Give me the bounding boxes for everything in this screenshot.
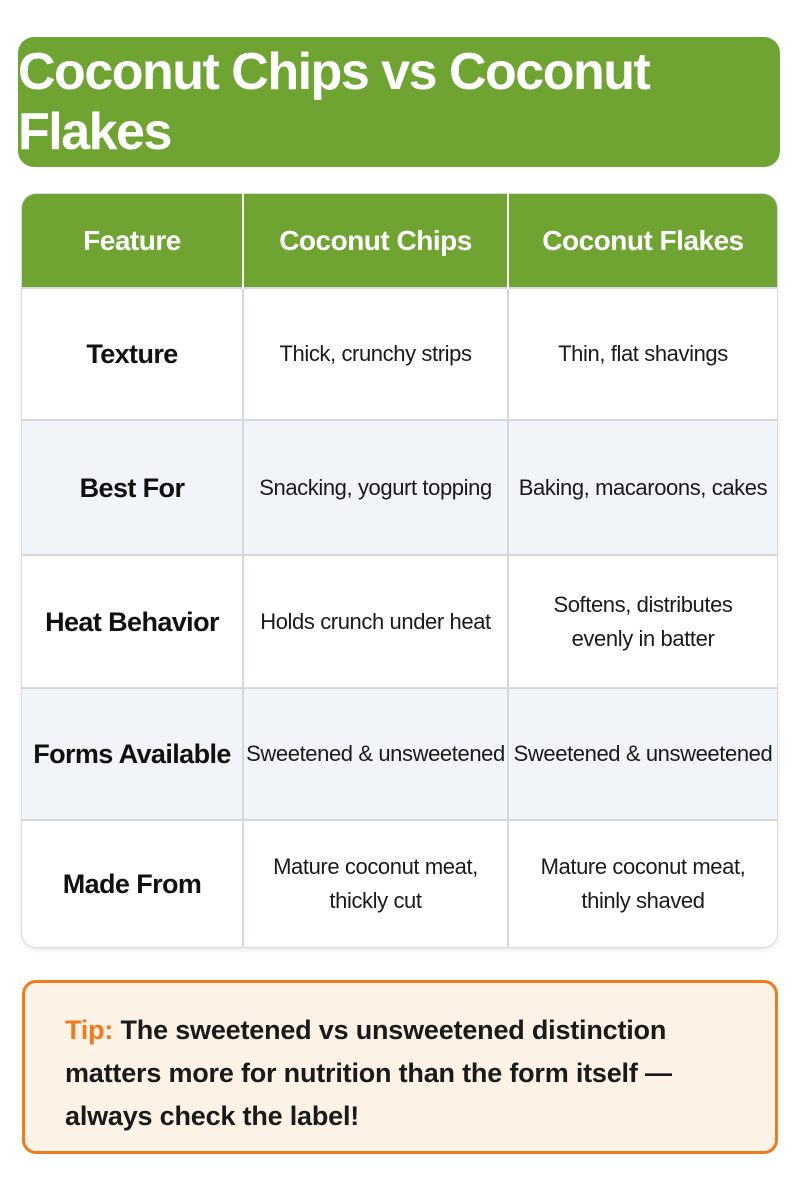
column-header-feature: Feature bbox=[22, 194, 243, 288]
column-header-coconut-chips: Coconut Chips bbox=[243, 194, 508, 288]
feature-cell: Made From bbox=[22, 820, 243, 947]
tip-text: The sweetened vs unsweetened distinction matters more for nutrition than the form itself — always check the label! bbox=[65, 1015, 672, 1131]
flakes-cell: Sweetened & unsweetened bbox=[508, 688, 777, 820]
tip-callout bbox=[22, 980, 778, 1154]
tip-label: Tip: bbox=[65, 1015, 114, 1045]
feature-cell: Best For bbox=[22, 420, 243, 555]
table-row bbox=[22, 288, 777, 420]
table-row bbox=[22, 820, 777, 947]
flakes-cell: Softens, distributes evenly in batter bbox=[508, 555, 777, 688]
feature-cell: Texture bbox=[22, 288, 243, 420]
table-row bbox=[22, 688, 777, 820]
flakes-cell: Thin, flat shavings bbox=[508, 288, 777, 420]
comparison-table-grid bbox=[22, 194, 777, 947]
chips-cell: Thick, crunchy strips bbox=[243, 288, 508, 420]
flakes-cell: Baking, macaroons, cakes bbox=[508, 420, 777, 555]
feature-cell: Heat Behavior bbox=[22, 555, 243, 688]
table-row bbox=[22, 420, 777, 555]
feature-cell: Forms Available bbox=[22, 688, 243, 820]
chips-cell: Mature coconut meat, thickly cut bbox=[243, 820, 508, 947]
chips-cell: Snacking, yogurt topping bbox=[243, 420, 508, 555]
table-row bbox=[22, 555, 777, 688]
page-title: Coconut Chips vs Coconut Flakes bbox=[18, 43, 650, 161]
title-banner bbox=[18, 37, 780, 167]
chips-cell: Holds crunch under heat bbox=[243, 555, 508, 688]
chips-cell: Sweetened & unsweetened bbox=[243, 688, 508, 820]
column-header-coconut-flakes: Coconut Flakes bbox=[508, 194, 777, 288]
comparison-table bbox=[22, 194, 777, 947]
flakes-cell: Mature coconut meat, thinly shaved bbox=[508, 820, 777, 947]
table-header-row bbox=[22, 194, 777, 288]
